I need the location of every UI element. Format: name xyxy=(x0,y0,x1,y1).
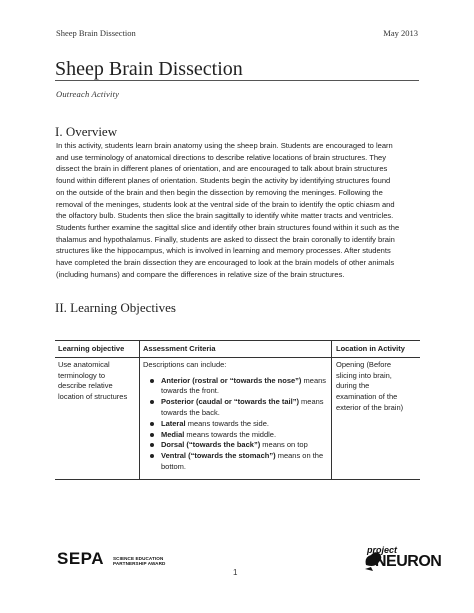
overview-line: In this activity, students learn brain anatomy using the sheep brain. Students are encouraged to learn xyxy=(56,141,393,150)
learning-objectives-table xyxy=(55,340,420,480)
overview-line: found within different planes of orientation. Students begin the activity by identifying structures found xyxy=(56,176,391,186)
bullet-icon xyxy=(150,454,154,458)
overview-line: thalamus and hypothalamus. Finally, students are asked to dissect the brain coronally to identify brain xyxy=(56,234,395,244)
bullet-icon xyxy=(150,443,154,447)
criteria-cell xyxy=(140,357,332,479)
logo-neuron-text: NEURON xyxy=(375,553,442,570)
list-item: Anterior (rostral or “towards the nose”) means towards the front. xyxy=(143,376,328,398)
overview-line: and use terminology of anatomical directions to describe relative locations of brain structures. They xyxy=(56,152,386,162)
column-header-objective: Learning objective xyxy=(55,341,140,358)
list-item: Posterior (caudal or “towards the tail”) means towards the back. xyxy=(143,397,328,419)
table-header-row xyxy=(55,341,420,358)
criteria-intro: Descriptions can include: xyxy=(143,359,227,369)
bullet-icon xyxy=(150,400,154,404)
overview-heading: I. Overview xyxy=(55,124,118,139)
running-header-date: May 2013 xyxy=(383,28,418,38)
page-number: 1 xyxy=(233,568,238,577)
overview-line: on the outside of the brain and then begin the dissection by removing the meninges. Following the xyxy=(56,187,383,197)
logo-project-text: project xyxy=(367,545,398,555)
sepa-logo-caption: SCIENCE EDUCATION PARTNERSHIP AWARD xyxy=(113,556,166,567)
overview-line: (including humans) and compare the differences in relative size of the brain structures. xyxy=(56,269,345,279)
list-item: Dorsal (“towards the back”) means on top xyxy=(143,440,328,451)
list-item: Medial means towards the middle. xyxy=(143,430,328,441)
document-title: Sheep Brain Dissection xyxy=(55,58,243,80)
project-neuron-logo xyxy=(363,545,442,579)
overview-paragraph xyxy=(56,140,420,280)
overview-line: removal of the meninges, students look at the ventral side of the brain to identify the optic chiasm and xyxy=(56,199,395,209)
overview-line: Students further examine the sagittal slice and identify other brain structures found within it such as the xyxy=(56,222,400,232)
document-subtitle: Outreach Activity xyxy=(56,89,120,99)
column-header-location: Location in Activity xyxy=(332,341,421,358)
running-header-title: Sheep Brain Dissection xyxy=(56,28,136,38)
learning-objectives-heading: II. Learning Objectives xyxy=(55,300,176,315)
list-item: Lateral means towards the side. xyxy=(143,419,328,430)
list-item: Ventral (“towards the stomach”) means on the bottom. xyxy=(143,451,328,473)
table-row xyxy=(55,357,420,479)
sepa-logo: SEPA xyxy=(57,549,105,568)
overview-line: dissect the brain in different planes of orientation, and are encouraged to talk about brain structures xyxy=(56,164,388,174)
bullet-icon xyxy=(150,379,154,383)
overview-line: structures like the hippocampus, which is involved in learning and memory processes. After students xyxy=(56,246,391,256)
bullet-icon xyxy=(150,433,154,437)
column-header-criteria: Assessment Criteria xyxy=(140,341,332,358)
objective-cell: Use anatomical terminology to describe relative location of structures xyxy=(55,357,140,479)
location-cell: Opening (Before slicing into brain, during the examination of the exterior of the brain) xyxy=(332,357,421,479)
overview-line: have completed the brain dissection they are encouraged to look at the brain models of other animals xyxy=(56,258,395,268)
overview-line: the olfactory bulb. Students then slice the brain sagittally to identify white matter tracts and ventricles. xyxy=(56,211,394,221)
criteria-list xyxy=(143,376,328,473)
title-divider xyxy=(55,80,419,81)
bullet-icon xyxy=(150,422,154,426)
